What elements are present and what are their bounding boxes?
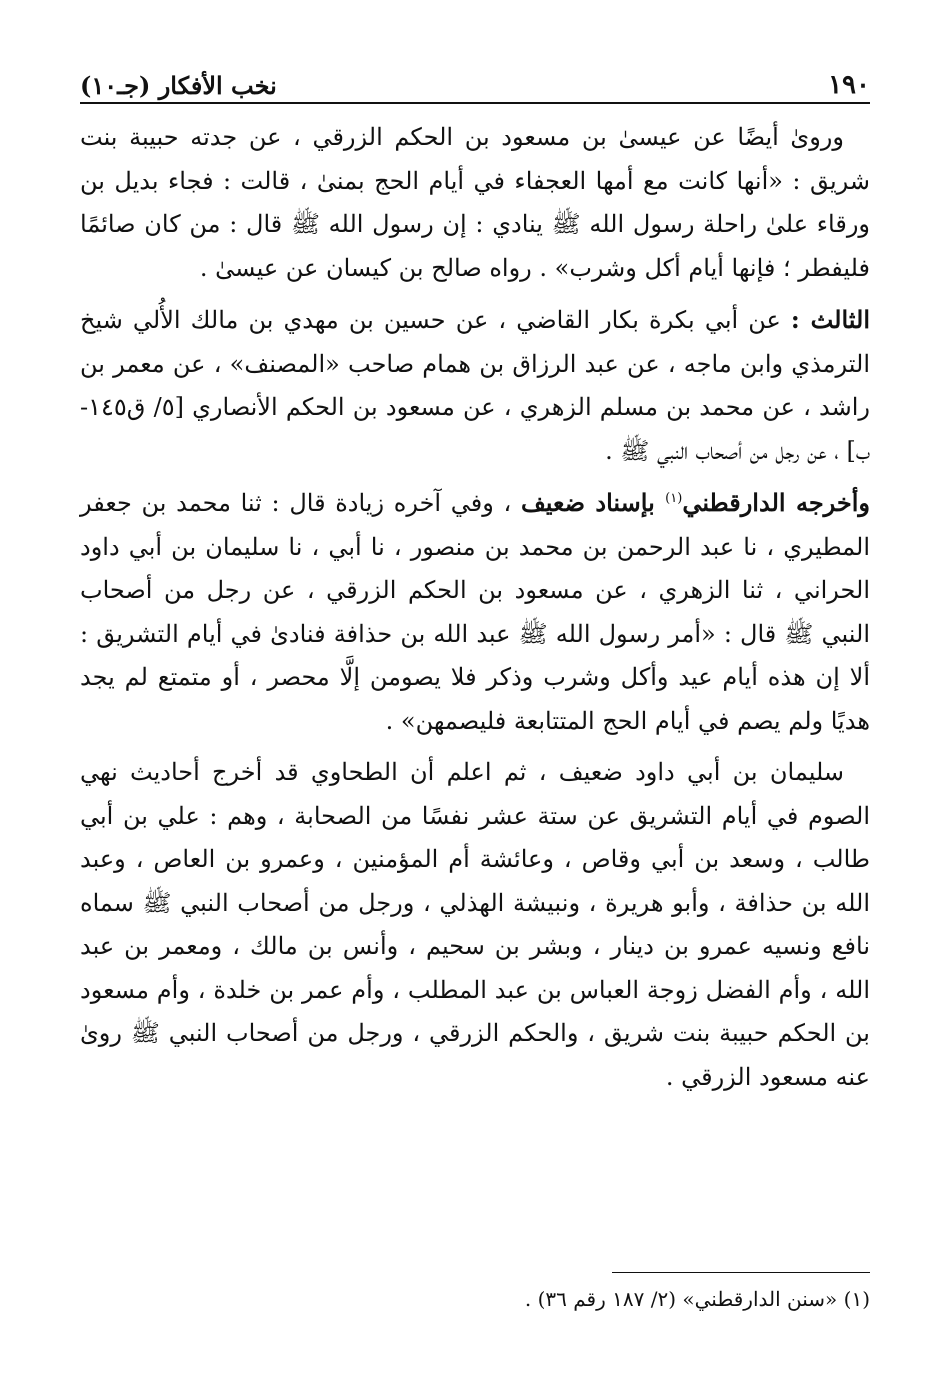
footnote: (١) «سنن الدارقطني» (٢/ ١٨٧ رقم ٣٦) .	[524, 1287, 870, 1311]
book-page	[80, 58, 870, 1099]
page-header	[80, 58, 870, 104]
paragraph-1	[80, 116, 870, 290]
paragraph-4-text: سليمان بن أبي داود ضعيف ، ثم اعلم أن الطحاوي قد أخرج أحاديث نهي الصوم في أيام التشريق عن ستة عشر نفسًا من الصحابة ، وهم : علي بن أبي طالب ، وسعد بن أبي وقاص ، وعائشة أم المؤمنين ، وعمرو بن العاص ، وعبد الله بن حذافة ، وأبو هريرة ، ونبيشة الهذلي ، ورجل من أصحاب النبي ﷺ سماه نافع ونسيه عمرو بن دينار ، وبشر بن سحيم ، وأنس بن مالك ، ومعمر بن عبد الله ، وأم الفضل زوجة العباس بن عبد المطلب ، وأم عمر بن خلدة ، وأم مسعود بن الحكم حبيبة بنت شريق ، والحكم الزرقي ، ورجل من أصحاب النبي ﷺ روىٰ عنه مسعود الزرقي .	[80, 758, 871, 1091]
paragraph-4	[80, 751, 870, 1099]
paragraph-3-lead-2: بإسناد ضعيف	[520, 488, 666, 517]
footnote-divider	[612, 1272, 870, 1273]
paragraph-1-text: وروىٰ أيضًا عن عيسىٰ بن مسعود بن الحكم الزرقي ، عن جدته حبيبة بنت شريق : «أنها كانت مع أمها العجفاء في أيام الحج بمنىٰ ، قالت : فجاء بديل بن ورقاء علىٰ راحلة رسول الله ﷺ ينادي : إن رسول الله ﷺ قال : من كان صائمًا فليفطر ؛ فإنها أيام أكل وشرب» . رواه صالح بن كيسان عن عيسىٰ .	[80, 123, 870, 282]
body-text	[80, 116, 870, 1099]
paragraph-2-lead: الثالث :	[790, 305, 870, 334]
footnote-reference: (١)	[665, 491, 683, 506]
paragraph-3-text: ، وفي آخره زيادة قال : ثنا محمد بن جعفر المطيري ، نا عبد الرحمن بن محمد بن منصور ، نا أبي ، نا سليمان بن أبي داود الحراني ، ثنا الزهري ، عن مسعود بن الحكم الزرقي ، عن رجل من أصحاب النبي ﷺ قال : «أمر رسول الله ﷺ عبد الله بن حذافة فنادىٰ في أيام التشريق : ألا إن هذه أيام عيد وأكل وشرب وذكر فلا يصومن إلَّا محصر ، أو متمتع لم يجد هديًا ولم يصم في أيام الحج المتتابعة فليصمهن» .	[80, 489, 871, 735]
paragraph-2	[80, 298, 870, 473]
paragraph-2-text: عن أبي بكرة بكار القاضي ، عن حسين بن مهدي بن مالك الأُلي شيخ الترمذي وابن ماجه ، عن عبد الرزاق بن همام صاحب «المصنف» ، عن معمر بن راشد ، عن محمد بن مسلم الزهري ، عن مسعود بن الحكم الأنصاري [٥/ ق١٤٥-ب] ، عن رجل من أصحاب النبي ﷺ .	[80, 306, 870, 465]
paragraph-3-lead: وأخرجه الدارقطني	[682, 488, 871, 517]
paragraph-3	[80, 481, 870, 743]
page-number: ١٩٠	[828, 70, 870, 100]
running-title: نخب الأفكار (جـ١٠)	[80, 71, 277, 100]
